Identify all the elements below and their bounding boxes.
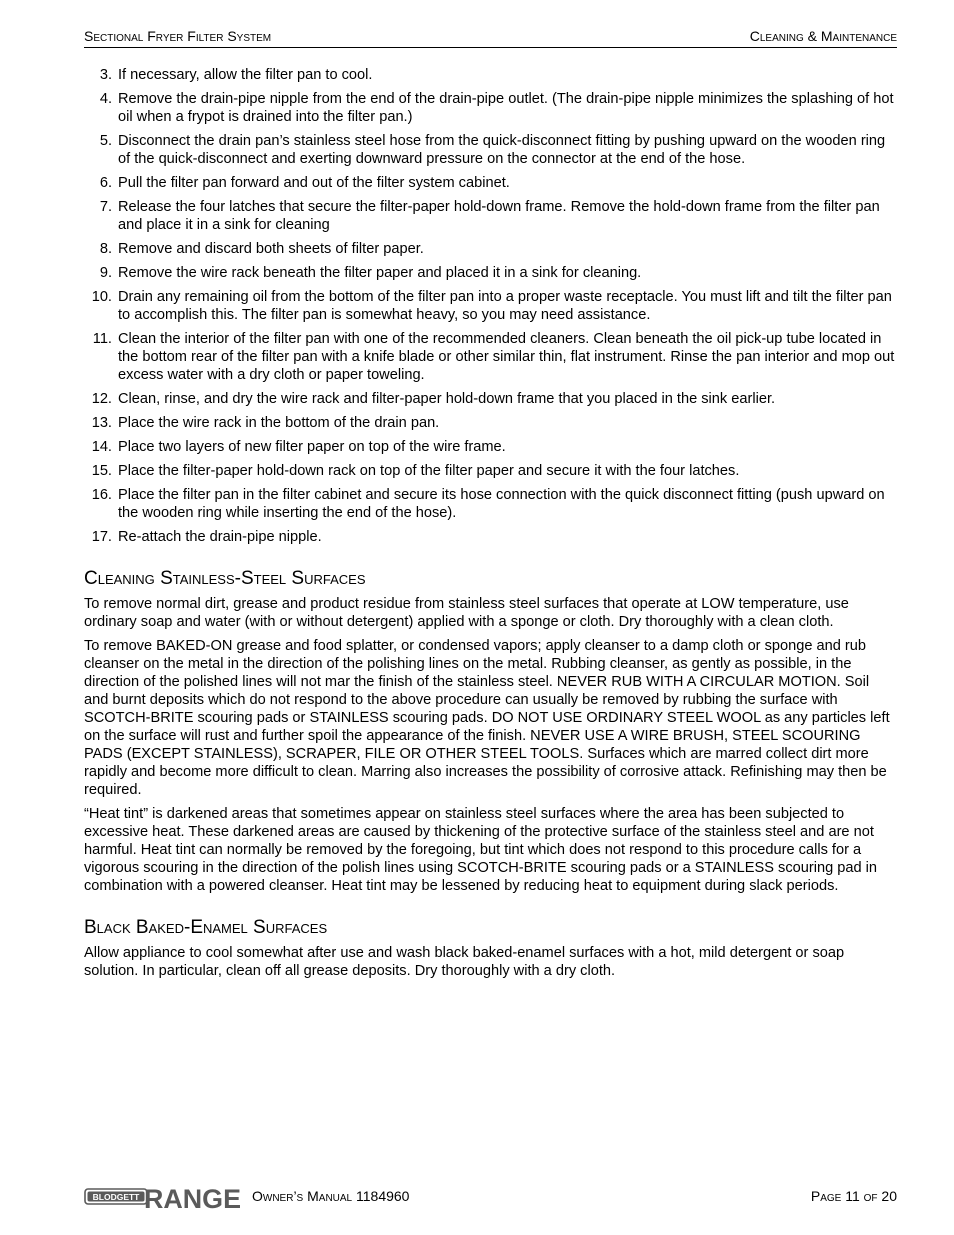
page-header — [84, 27, 897, 48]
step-text: Re-attach the drain-pipe nipple. — [118, 529, 322, 545]
step-text: Disconnect the drain pan’s stainless steel hose from the quick-disconnect fitting by pushing upward on the wooden ring of the quick-disconnect and exerting downward pressure on the connector at the end of the hose. — [118, 133, 886, 167]
step-number: 13. — [91, 415, 112, 431]
step-number: 4. — [99, 91, 112, 107]
section-heading-stainless: Cleaning Stainless-Steel Surfaces — [84, 568, 366, 589]
step-item — [84, 390, 897, 408]
step-text: Pull the filter pan forward and out of the filter system cabinet. — [118, 175, 510, 191]
step-item — [84, 288, 897, 324]
step-text: Release the four latches that secure the filter-paper hold-down frame. Remove the hold-down frame from the filter pan and place it in a sink for cleaning — [118, 199, 880, 233]
page-footer — [84, 1180, 897, 1210]
step-number: 8. — [99, 241, 112, 257]
step-item — [84, 90, 897, 126]
step-text: Place the filter-paper hold-down rack on top of the filter paper and secure it with the four latches. — [118, 463, 740, 479]
stainless-paragraph-3: “Heat tint” is darkened areas that sometimes appear on stainless steel surfaces where the area has been subjected to excessive heat. These darkened areas are caused by thickening of the protective surface of the stainless steel and are not harmful. Heat tint can normally be removed by the foregoing, but tint which does not respond to this procedure calls for a vigorous scouring in the direction of the polish lines using SCOTCH-BRITE scouring pads or a STAINLESS scouring pad in combination with a powered cleanser. Heat tint may be lessened by reducing heat to equipment during slack periods. — [84, 806, 878, 894]
step-number: 9. — [99, 265, 112, 281]
step-number: 14. — [91, 439, 112, 455]
step-item — [84, 132, 897, 168]
logo-large-text: RANGE — [144, 1184, 241, 1211]
header-section-title: Cleaning & Maintenance — [749, 28, 897, 44]
step-number: 5. — [99, 133, 112, 149]
logo-small-text: BLODGETT — [92, 1192, 140, 1202]
step-text: Clean the interior of the filter pan with one of the recommended cleaners. Clean beneath the oil pick-up tube located in the bottom rear of the filter pan with a knife blade or other similar thin, flat instrument. Rinse the pan interior and mop out excess water with a dry cloth or paper toweling. — [118, 331, 895, 383]
step-number: 15. — [91, 463, 112, 479]
enamel-paragraph-1: Allow appliance to cool somewhat after use and wash black baked-enamel surfaces with a hot, mild detergent or soap solution. In particular, clean off all grease deposits. Dry thoroughly with a dry cloth. — [84, 945, 845, 979]
step-text: Remove and discard both sheets of filter paper. — [118, 241, 424, 257]
step-item — [84, 66, 897, 84]
step-item — [84, 330, 897, 384]
step-number: 12. — [91, 391, 112, 407]
step-number: 17. — [91, 529, 112, 545]
step-item — [84, 462, 897, 480]
procedure-steps — [84, 66, 897, 546]
step-number: 16. — [91, 487, 112, 503]
step-item — [84, 198, 897, 234]
step-text: Remove the wire rack beneath the filter paper and placed it in a sink for cleaning. — [118, 265, 642, 281]
footer-page-number: Page 11 of 20 — [810, 1188, 897, 1204]
header-document-title: Sectional Fryer Filter System — [84, 28, 272, 44]
step-item — [84, 438, 897, 456]
step-text: If necessary, allow the filter pan to cool. — [118, 67, 373, 83]
step-text: Place two layers of new filter paper on top of the wire frame. — [118, 439, 506, 455]
step-number: 6. — [99, 175, 112, 191]
step-text: Remove the drain-pipe nipple from the end of the drain-pipe outlet. (The drain-pipe nipple minimizes the splashing of hot oil when a frypot is drained into the filter pan.) — [118, 91, 894, 125]
step-text: Place the wire rack in the bottom of the drain pan. — [118, 415, 440, 431]
step-item — [84, 240, 897, 258]
page-content — [84, 66, 897, 986]
step-item — [84, 174, 897, 192]
step-text: Place the filter pan in the filter cabinet and secure its hose connection with the quick disconnect fitting (push upward on the wooden ring while inserting the end of the hose). — [118, 487, 885, 521]
step-item — [84, 414, 897, 432]
section-heading-enamel: Black Baked-Enamel Surfaces — [84, 917, 328, 938]
blodgett-range-logo — [84, 1183, 242, 1211]
step-number: 3. — [99, 67, 112, 83]
step-text: Drain any remaining oil from the bottom of the filter pan into a proper waste receptacle. You must lift and tilt the filter pan to accomplish this. The filter pan is somewhat heavy, so you may need assistance. — [118, 289, 892, 323]
stainless-paragraph-2: To remove BAKED-ON grease and food splatter, or condensed vapors; apply cleanser to a damp cloth or sponge and rub cleanser on the metal in the direction of the polishing lines on the metal. Rubbing cleanser, as gently as possible, in the direction of the polished lines will not mar the finish of the stainless steel. NEVER RUB WITH A CIRCULAR MOTION. Soil and burnt deposits which do not respond to the above procedure can usually be removed by rubbing the surface with SCOTCH-BRITE scouring pads or STAINLESS scouring pads. DO NOT USE ORDINARY STEEL WOOL as any particles left on the surface will rust and further spoil the appearance of the finish. NEVER USE A WIRE BRUSH, STEEL SCOURING PADS (EXCEPT STAINLESS), SCRAPER, FILE OR OTHER STEEL TOOLS. Surfaces which are marred collect dirt more rapidly and become more difficult to clean. Marring also increases the possibility of corrosive attack. Refinishing may then be required. — [84, 638, 890, 798]
step-item — [84, 264, 897, 282]
step-number: 7. — [99, 199, 112, 215]
step-number: 11. — [92, 331, 112, 347]
step-text: Clean, rinse, and dry the wire rack and filter-paper hold-down frame that you placed in the sink earlier. — [118, 391, 776, 407]
step-item — [84, 486, 897, 522]
step-item — [84, 528, 897, 546]
footer-manual-number: Owner’s Manual 1184960 — [252, 1188, 410, 1204]
stainless-paragraph-1: To remove normal dirt, grease and product residue from stainless steel surfaces that operate at LOW temperature, use ordinary soap and water (with or without detergent) applied with a sponge or cloth. Dry thoroughly with a clean cloth. — [84, 596, 849, 630]
step-number: 10. — [91, 289, 112, 305]
